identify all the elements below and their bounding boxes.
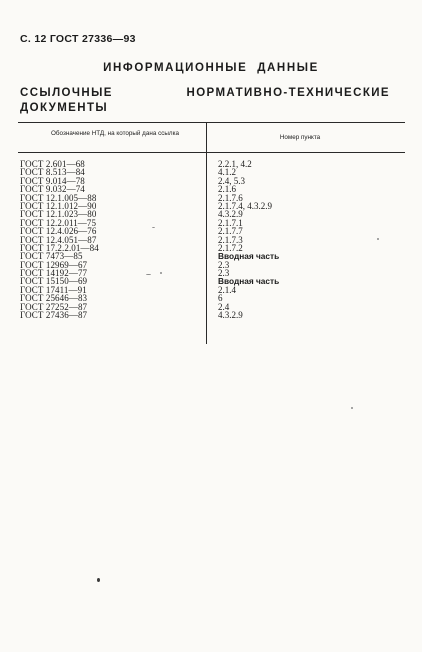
table-top-rule	[18, 122, 405, 123]
clause-number: 2.3	[218, 268, 230, 279]
scan-speck	[377, 238, 379, 240]
reference-document: ГОСТ 27436—87	[20, 310, 88, 321]
clause-number: Вводная часть	[218, 251, 280, 262]
clause-number: Вводная часть	[218, 276, 280, 287]
reference-document: ГОСТ 8.513—84	[20, 167, 85, 178]
reference-document: ГОСТ 2.601—68	[20, 159, 85, 169]
reference-document: ГОСТ 15150—69	[20, 276, 88, 287]
table-row	[0, 311, 422, 319]
scan-speck	[160, 272, 162, 274]
references-table-body	[0, 160, 422, 319]
scan-speck	[146, 274, 151, 275]
column-header-doc: Обозначение НТД, на который дана ссылка	[51, 130, 179, 137]
page-title: ИНФОРМАЦИОННЫЕ ДАННЫЕ	[103, 62, 319, 74]
reference-document: ГОСТ 17.2.2.01—84	[20, 242, 99, 253]
clause-number: 2.1.6	[218, 184, 236, 195]
clause-number: 6	[218, 293, 223, 304]
clause-number: 2.4	[218, 301, 230, 312]
scan-speck	[351, 407, 353, 409]
reference-document: ГОСТ 12.1.012—90	[20, 200, 97, 211]
reference-document: ГОСТ 12.2.011—75	[20, 217, 97, 228]
clause-number: 2.2.1, 4.2	[218, 159, 252, 169]
reference-document: ГОСТ 12.1.005—88	[20, 192, 97, 203]
reference-document: ГОСТ 17411—91	[20, 284, 87, 295]
reference-document: ГОСТ 9.032—74	[20, 184, 85, 195]
running-head: С. 12 ГОСТ 27336—93	[20, 33, 136, 45]
clause-number: 2.1.7.7	[218, 226, 243, 237]
clause-number: 4.3.2.9	[218, 209, 243, 220]
reference-document: ГОСТ 25646—83	[20, 293, 88, 304]
clause-number: 2.1.7.1	[218, 217, 243, 228]
reference-document: ГОСТ 9.014—78	[20, 175, 85, 186]
scan-speck	[152, 227, 155, 228]
reference-document: ГОСТ 12969—67	[20, 259, 88, 270]
column-header-clause: Номер пункта	[279, 134, 321, 141]
reference-document: ГОСТ 12.4.051—87	[20, 234, 97, 245]
clause-number: 2.1.7.6	[218, 192, 243, 203]
clause-number: 2.4, 5.3	[218, 175, 245, 186]
reference-document: ГОСТ 12.4.026—76	[20, 226, 97, 237]
reference-document: ГОСТ 12.1.023—80	[20, 209, 97, 220]
clause-number: 4.1.2	[218, 167, 236, 178]
clause-number: 2.3	[218, 259, 230, 270]
clause-number: 2.1.7.3	[218, 234, 243, 245]
clause-number: 2.1.4	[218, 284, 236, 295]
reference-document: ГОСТ 27252—87	[20, 301, 88, 312]
clause-number: 2.1.7.4, 4.3.2.9	[218, 200, 272, 211]
section-heading: ССЫЛОЧНЫЕ НОРМАТИВНО-ТЕХНИЧЕСКИЕ ДОКУМЕНТЫ	[20, 87, 390, 114]
clause-number: 4.3.2.9	[218, 310, 243, 321]
table-header-rule	[18, 152, 405, 153]
scan-speck	[97, 578, 100, 582]
reference-document: ГОСТ 14192—77	[20, 268, 88, 279]
clause-number: 2.1.7.2	[218, 242, 243, 253]
reference-document: ГОСТ 7473—85	[20, 251, 83, 262]
